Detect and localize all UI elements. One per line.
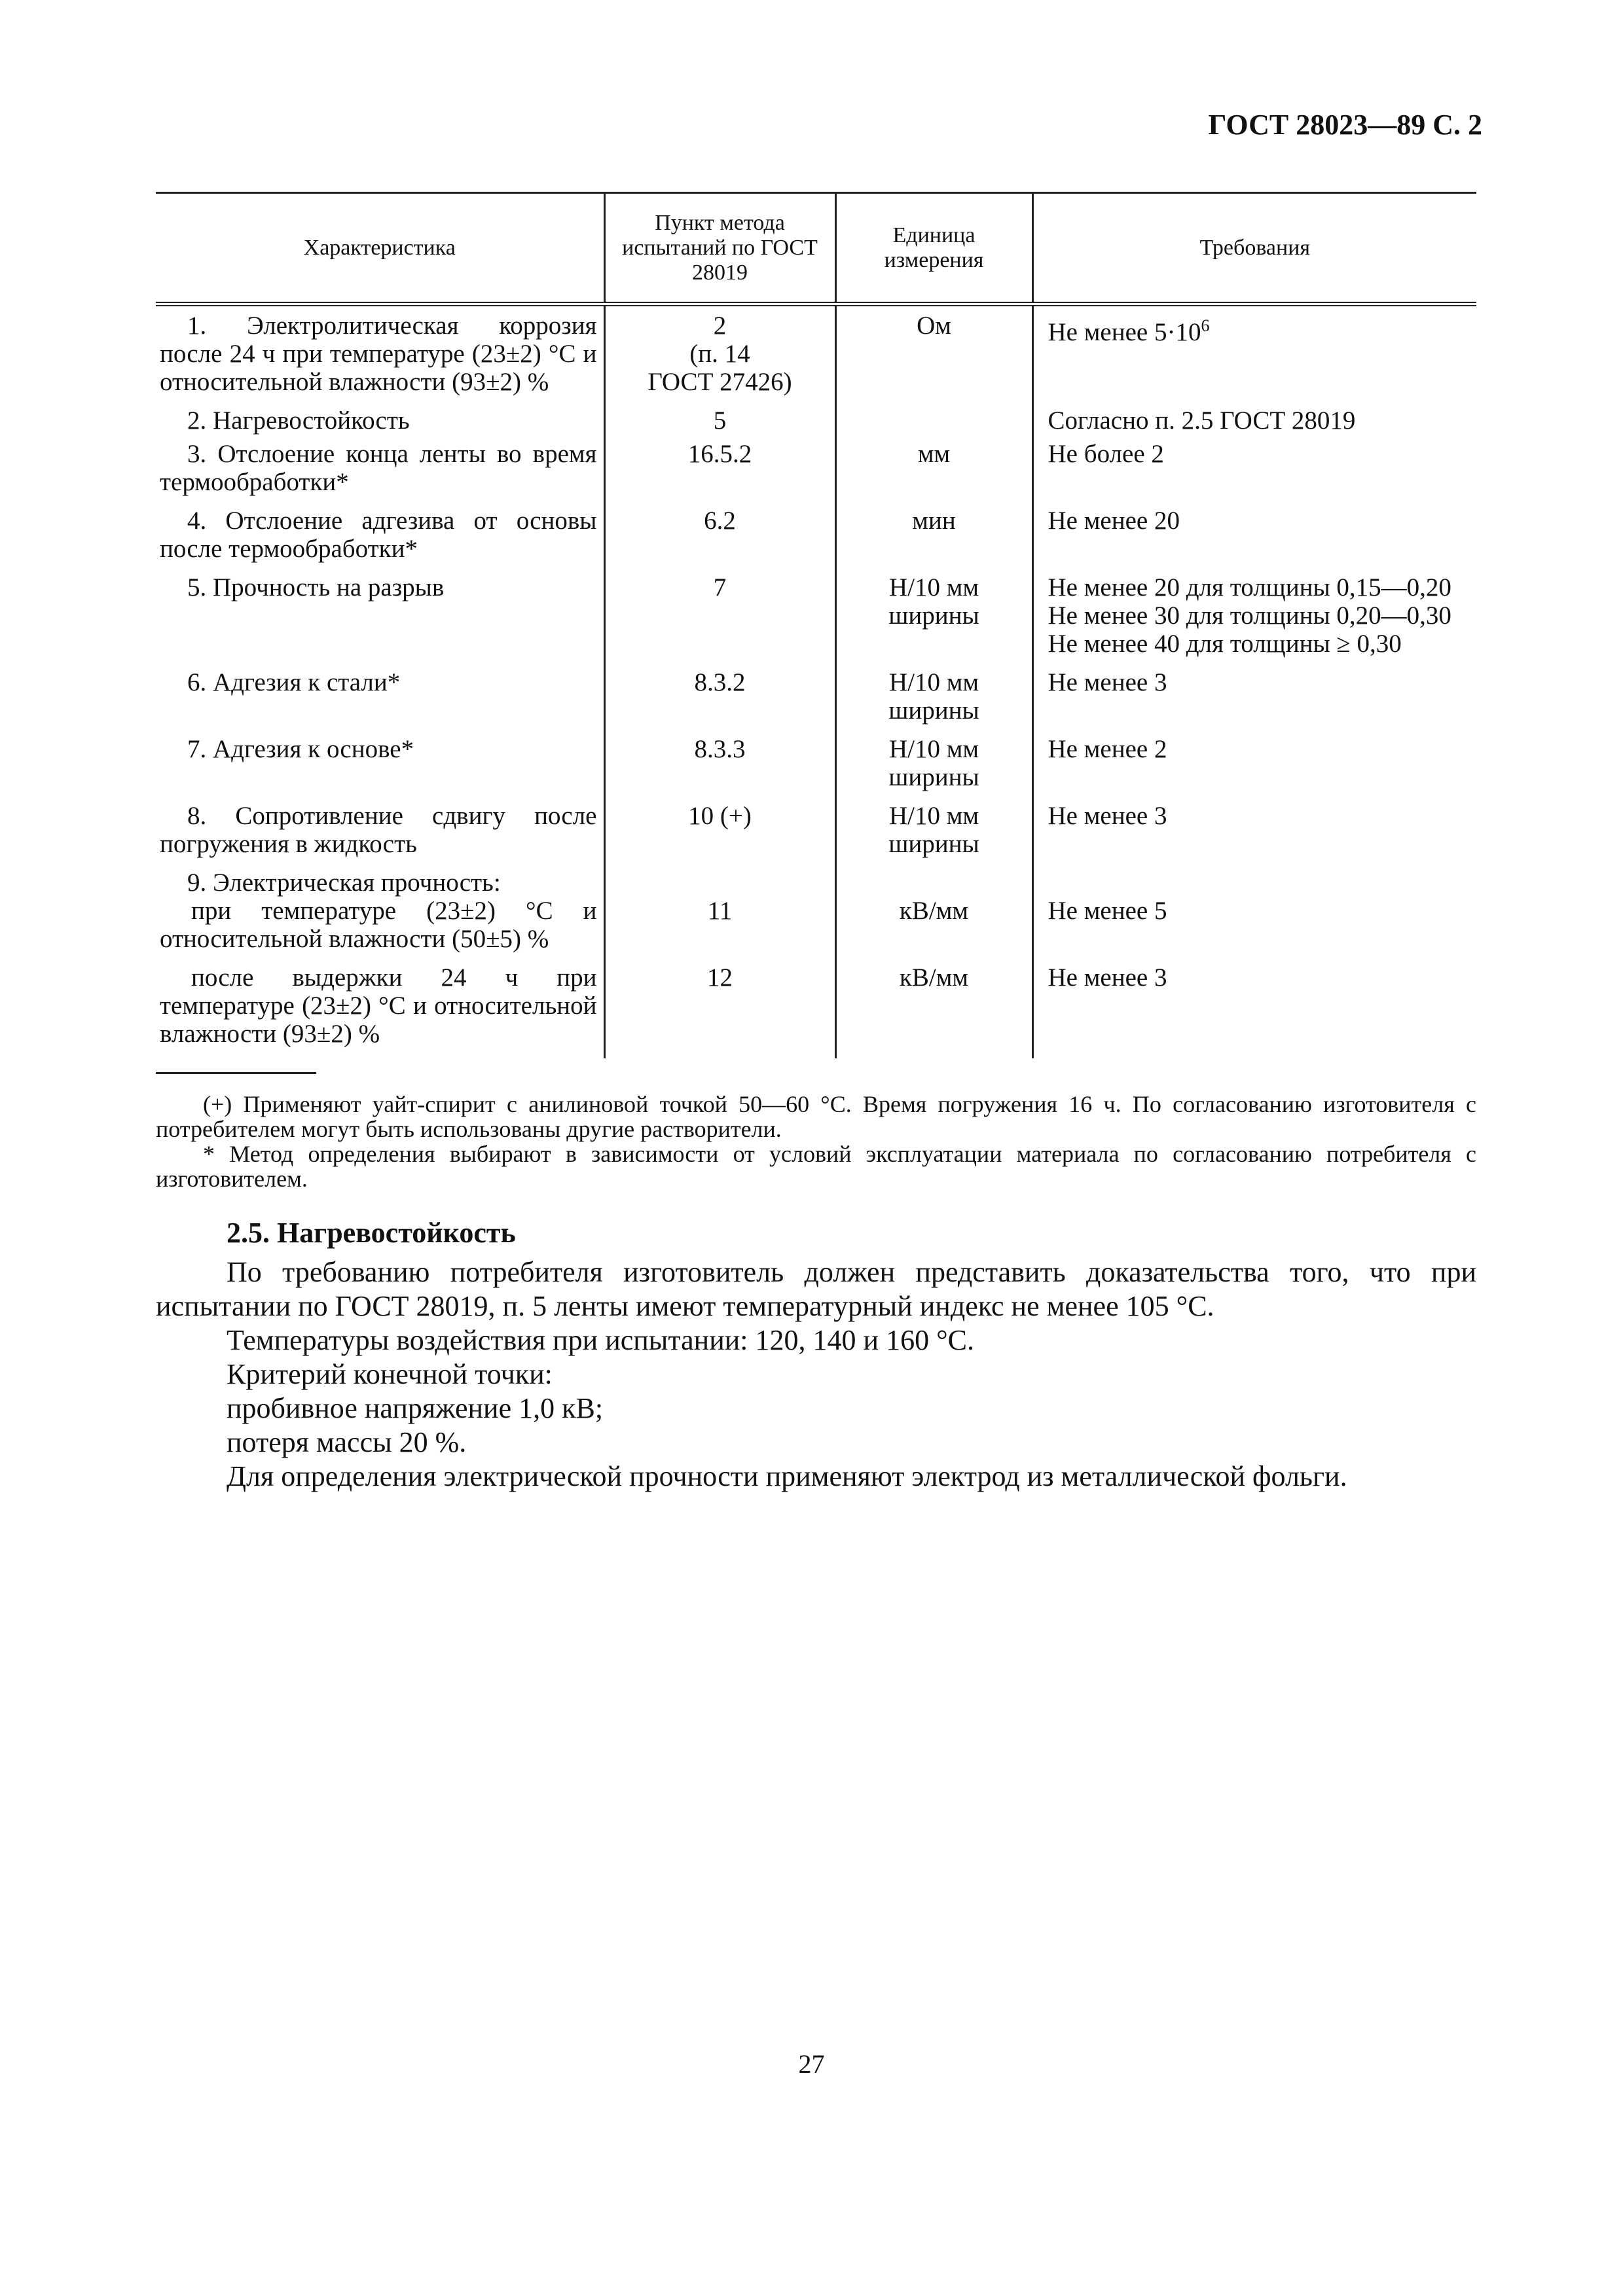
cell-characteristic	[156, 668, 604, 735]
cell-unit	[835, 573, 1032, 668]
footnotes	[156, 1092, 1476, 1191]
cell-text: Не менее 3	[1048, 963, 1167, 992]
section-paragraph: Критерий конечной точки:	[227, 1358, 553, 1390]
cell-test-method	[604, 668, 835, 735]
cell-text: Не менее 20 для толщины 0,15—0,20	[1048, 573, 1451, 601]
cell-requirement	[1032, 802, 1476, 869]
cell-unit	[835, 963, 1032, 1058]
cell-text: 12	[707, 963, 733, 992]
superscript: 6	[1201, 316, 1210, 335]
cell-text: Не менее 20	[1048, 507, 1180, 535]
cell-text: 6. Адгезия к стали*	[187, 668, 401, 696]
cell-text: 4. Отслоение адгезива от основы после термообработки*	[160, 507, 597, 563]
cell-test-method	[604, 304, 835, 407]
section-paragraph: Температуры воздействия при испытании: 120, 140 и 160 °С.	[227, 1324, 975, 1356]
cell-requirement	[1032, 440, 1476, 507]
requirements-table-container	[156, 192, 1476, 1058]
cell-text: Не менее 3	[1048, 802, 1167, 830]
cell-text: при температуре (23±2) °С и относительной влажности (50±5) %	[160, 897, 597, 953]
cell-requirement	[1032, 406, 1476, 440]
cell-characteristic	[156, 897, 604, 963]
cell-text: кВ/мм	[899, 963, 969, 992]
cell-unit	[835, 304, 1032, 407]
table-row	[156, 668, 1476, 735]
cell-text: ширины	[888, 601, 979, 630]
cell-unit	[835, 507, 1032, 573]
cell-text: 3. Отслоение конца ленты во время термообработки*	[160, 440, 597, 496]
cell-text: 6.2	[704, 507, 736, 535]
section-heat-resistance	[156, 1216, 1476, 1494]
header-unit: Единица измерения	[835, 193, 1032, 304]
cell-text: 16.5.2	[687, 440, 752, 468]
table-row	[156, 440, 1476, 507]
footnote-asterisk: * Метод определения выбирают в зависимости от условий эксплуатации материала по согласованию потребителя с изготовителем.	[156, 1141, 1476, 1192]
cell-text: Согласно п. 2.5 ГОСТ 28019	[1048, 406, 1356, 435]
cell-requirement	[1032, 573, 1476, 668]
table-row	[156, 963, 1476, 1058]
cell-requirement	[1032, 304, 1476, 407]
table-row	[156, 406, 1476, 440]
cell-unit	[835, 735, 1032, 802]
cell-unit	[835, 406, 1032, 440]
section-paragraph: пробивное напряжение 1,0 кВ;	[227, 1392, 604, 1424]
cell-text: после выдержки 24 ч при температуре (23±2) °С и относительной влажности (93±2) %	[160, 963, 597, 1048]
table-row	[156, 802, 1476, 869]
cell-text: 7	[713, 573, 727, 601]
cell-unit	[835, 869, 1032, 897]
cell-test-method	[604, 507, 835, 573]
cell-requirement	[1032, 897, 1476, 963]
cell-text: кВ/мм	[899, 897, 969, 925]
cell-test-method	[604, 406, 835, 440]
cell-characteristic	[156, 304, 604, 407]
cell-test-method	[604, 735, 835, 802]
cell-text: мм	[917, 440, 951, 468]
section-paragraph: Для определения электрической прочности применяют электрод из металлической фольги.	[227, 1460, 1347, 1492]
cell-characteristic	[156, 440, 604, 507]
cell-test-method	[604, 897, 835, 963]
section-paragraph: По требованию потребителя изготовитель должен представить доказательства того, что при испытании по ГОСТ 28019, п. 5 ленты имеют температурный индекс не менее 105 °С.	[156, 1256, 1476, 1322]
cell-test-method	[604, 802, 835, 869]
cell-test-method	[604, 440, 835, 507]
cell-text: Не менее 5·10	[1048, 318, 1201, 346]
requirements-table	[156, 192, 1476, 1058]
cell-unit	[835, 897, 1032, 963]
cell-characteristic	[156, 869, 604, 897]
cell-text: Не менее 30 для толщины 0,20—0,30	[1048, 601, 1451, 630]
cell-text: ширины	[888, 830, 979, 858]
cell-text: Не менее 5	[1048, 897, 1167, 925]
cell-text: Н/10 мм	[888, 573, 979, 601]
cell-test-method	[604, 573, 835, 668]
cell-text: 5. Прочность на разрыв	[187, 573, 445, 601]
cell-test-method	[604, 869, 835, 897]
cell-characteristic	[156, 735, 604, 802]
cell-test-method	[604, 963, 835, 1058]
page-number: 27	[798, 2049, 825, 2079]
cell-requirement	[1032, 735, 1476, 802]
cell-text: 5	[713, 406, 727, 435]
cell-unit	[835, 440, 1032, 507]
cell-characteristic	[156, 963, 604, 1058]
cell-text: Н/10 мм	[888, 735, 979, 763]
cell-text: Не менее 40 для толщины ≥ 0,30	[1048, 630, 1402, 658]
cell-text: Ом	[917, 312, 951, 340]
cell-text: Н/10 мм	[888, 668, 979, 696]
document-header: ГОСТ 28023—89 С. 2	[1208, 109, 1482, 141]
header-characteristic: Характеристика	[156, 193, 604, 304]
cell-text: 9. Электрическая прочность:	[187, 869, 501, 897]
cell-text: 2. Нагревостойкость	[187, 406, 410, 435]
cell-requirement	[1032, 507, 1476, 573]
cell-text: 10 (+)	[688, 802, 752, 830]
section-title: 2.5. Нагревостойкость	[227, 1217, 516, 1249]
cell-text: 8. Сопротивление сдвигу после погружения в жидкость	[160, 802, 597, 858]
cell-requirement	[1032, 869, 1476, 897]
cell-unit	[835, 668, 1032, 735]
section-paragraph: потеря массы 20 %.	[227, 1426, 467, 1458]
table-row	[156, 897, 1476, 963]
cell-text: Н/10 мм	[888, 802, 979, 830]
cell-characteristic	[156, 507, 604, 573]
cell-text: мин	[912, 507, 956, 535]
cell-requirement	[1032, 668, 1476, 735]
table-row	[156, 869, 1476, 897]
cell-text: (п. 14	[689, 340, 750, 368]
cell-unit	[835, 802, 1032, 869]
cell-text: 7. Адгезия к основе*	[187, 735, 414, 763]
cell-text: ширины	[888, 696, 979, 725]
cell-text: 8.3.2	[694, 668, 746, 696]
cell-text: ширины	[888, 763, 979, 791]
cell-characteristic	[156, 802, 604, 869]
footnote-divider	[156, 1072, 316, 1074]
table-row	[156, 507, 1476, 573]
table-row	[156, 304, 1476, 407]
footnote-plus: (+) Применяют уайт-спирит с анилиновой точкой 50—60 °С. Время погружения 16 ч. По согласованию изготовителя с потребителем могут быть использованы другие растворители.	[156, 1091, 1476, 1142]
header-requirements: Требования	[1032, 193, 1476, 304]
cell-text: 11	[707, 897, 733, 925]
table-row	[156, 573, 1476, 668]
cell-characteristic	[156, 406, 604, 440]
cell-characteristic	[156, 573, 604, 668]
table-row	[156, 735, 1476, 802]
cell-text: ГОСТ 27426)	[647, 368, 792, 396]
cell-text: Не менее 2	[1048, 735, 1167, 763]
cell-text: Не более 2	[1048, 440, 1164, 468]
cell-text: 8.3.3	[694, 735, 746, 763]
table-header-row	[156, 193, 1476, 304]
cell-text: 1. Электролитическая коррозия после 24 ч при температуре (23±2) °С и относительной влажности (93±2) %	[160, 312, 597, 396]
cell-requirement	[1032, 963, 1476, 1058]
cell-text: 2	[713, 312, 727, 340]
header-test-method: Пункт метода испытаний по ГОСТ 28019	[604, 193, 835, 304]
cell-text: Не менее 3	[1048, 668, 1167, 696]
